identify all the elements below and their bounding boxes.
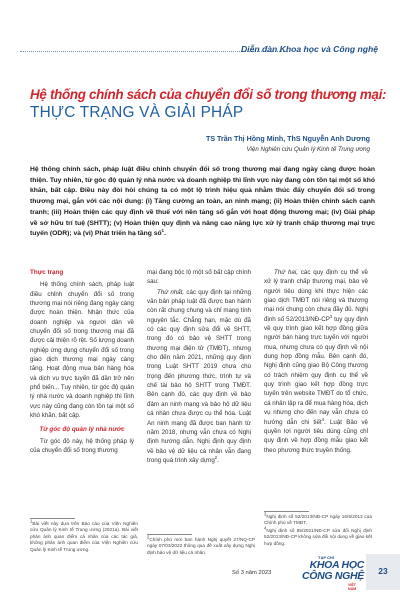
footnote-mark: 4 — [264, 525, 267, 531]
paragraph: Hệ thống chính sách, pháp luật điều chỉnh chuyển đổi số trong thương mại nói riêng đang ngày càng được hoàn thiện. Nhận thức của doanh nghiệp và người dân về chuyển đổi số trong thương mại đã được cải thiện rõ rệt. Số lượng doanh nghiệp ứng dụng chuyển đổi số trong giao dịch thương mại ngày càng tăng. Hoạt động mua bán hàng hóa và dịch vụ trực tuyến đã dần trở nên phổ biến... Tuy nhiên, từ góc độ quản lý nhà nước và doanh nghiệp thì lĩnh vực này cũng đang còn tồn tại một số khó khăn, bất cập. — [30, 281, 134, 420]
logo-line-1: KHOA HỌC — [309, 559, 364, 571]
footnote-mark: 2 — [147, 534, 150, 540]
footnote-mark: 3 — [264, 511, 267, 517]
logo-line-2: CÔNG NGHỆ — [301, 570, 364, 582]
footnote — [30, 518, 138, 553]
footnote-ref: 1 — [161, 227, 164, 233]
article-subtitle: THỰC TRẠNG VÀ GIẢI PHÁP — [30, 104, 244, 121]
paragraph — [147, 288, 251, 466]
paragraph: mại đang bộc lộ một số bất cập chính sau: — [147, 269, 251, 286]
footnote-text: Bài viết này dựa trên Báo cáo của Viện Nghiên cứu Quản lý Kinh tế Trung ương (2021a). Bài viết phản ánh quan điểm cá nhân của các tác giả, không phản ánh quan điểm của Viện Nghiên cứu Quản lý Kinh tế Trung ương. — [30, 521, 138, 552]
column-2 — [147, 268, 251, 466]
section-heading: Thực trạng — [30, 269, 64, 276]
article-abstract — [30, 165, 375, 240]
paragraph-text: . Luật Bảo vệ quyền lợi người tiêu dùng cũng chỉ quy định về hợp đồng mẫu giao kết theo phương thức truyền thống. — [264, 418, 369, 454]
footnote-ref: 2 — [214, 454, 218, 460]
author-affiliation: Viện Nghiên cứu Quản lý Kinh tế Trung ương — [246, 146, 370, 153]
paragraph-lead: Thứ nhất, — [157, 288, 185, 296]
paragraph — [264, 268, 368, 455]
logo-small-text: TẠP CHÍ — [318, 555, 334, 560]
logo-country: VIỆT NAM — [348, 583, 357, 591]
footnote-ref: 4 — [321, 416, 325, 422]
paragraph-text: các quy định cụ thể về xử lý tranh chấp thương mại, bảo vệ người tiêu dùng khi thực hiện các giao dịch TMĐT nói riêng và thương mại nói chung còn chưa đầy đủ. Nghị định số 52/2013/NĐ-CP — [264, 269, 368, 323]
column-1 — [30, 268, 134, 457]
article-title: Hệ thống chính sách của chuyển đổi số trong thương mại: — [30, 87, 387, 102]
paragraph-text: các quy định tại những văn bản pháp luật đã được ban hành còn rất chung chung và chỉ mang tính nguyên tắc. Chẳng hạn, mặc dù đã có các quy định sửa đổi về SHTT, trong đó có bảo vệ SHTT trong thương mại điện tử (TMĐT), nhưng cho đến năm 2021, những quy định trong Luật SHTT 2019 chưa chú trọng đến phương thức, trình tự và chế tài bảo hộ SHTT trong TMĐT. Bên cạnh đó, các quy định về bảo đảm an ninh mạng và bảo hộ dữ liệu cá nhân chưa được cụ thể hóa. Luật An ninh mạng đã được ban hành từ năm 2018, nhưng vẫn chưa có Nghị định hướng dẫn. Nghị định quy định về bảo vệ dữ liệu cá nhân vẫn đang trong quá trình xây dựng — [147, 288, 252, 464]
footnote — [264, 511, 372, 527]
footnote-text: Nghị định số 52/2013/NĐ-CP ngày 16/5/2013 của Chính phủ về TMĐT. — [264, 514, 372, 526]
page-header — [0, 44, 400, 58]
paragraph-lead: Thứ hai, — [274, 269, 298, 276]
column-3 — [264, 268, 368, 456]
page-number: 23 — [378, 566, 388, 576]
footnote-mark: 1 — [30, 518, 33, 524]
issue-label: Số 3 năm 2023 — [232, 570, 272, 576]
footnote-rule — [264, 511, 309, 512]
section-name: Diễn đàn Khoa học và Công nghệ — [240, 44, 378, 54]
paragraph-period: . — [217, 456, 219, 464]
footnote — [264, 525, 372, 547]
footnote-ref: 3 — [329, 313, 333, 319]
magazine-logo — [296, 553, 364, 589]
footnote — [147, 534, 255, 556]
paragraph: Từ góc độ này, hệ thống pháp lý của chuyển đổi số trong thương — [30, 437, 134, 455]
abstract-period: . — [163, 230, 166, 238]
abstract-text: Hệ thống chính sách, pháp luật điều chỉnh chuyển đổi số trong thương mại đang ngày càng được hoàn thiện. Tuy nhiên, từ góc độ quản lý nhà nước và doanh nghiệp thì lĩnh vực này đang còn tồn tại một số khó khăn, bất cập. Điều này đòi hỏi chúng ta có một lộ trình hiệu quả nhằm thúc đẩy chuyển đổi số trong thương mại, gắn với các nội dung: (i) Tăng cường an toàn, an ninh mạng; (ii) Hoàn thiện chính sách cạnh tranh; (iii) Hoàn thiện các quy định về thuế với nền tảng số gắn với hoạt động thương mại; (iv) Giải pháp về sở hữu trí tuệ (SHTT); (v) Hoàn thiện quy định và nâng cao năng lực xử lý tranh chấp thương mại trực tuyến (ODR); và (vi) Phát triển hạ tầng số — [30, 166, 375, 238]
article-authors: TS Trần Thị Hồng Minh, ThS Nguyễn Anh Dương — [206, 135, 370, 143]
footnote-text: Chính phủ mới ban hành Nghị quyết 27/NQ-CP ngày 07/03/2022 thông qua đề xuất xây dựng Nghị định bảo vệ dữ liệu cá nhân. — [147, 537, 255, 555]
footnote-text: Nghị định số 85/2021/NĐ-CP sửa đổi Nghị định 52/2013/NĐ-CP không sửa đổi nội dung về giao kết hợp đồng. — [264, 528, 372, 546]
paragraph-text: tuy quy định về quy trình giao kết hợp đồng giữa người bán hàng trực tuyến với người mua, nhưng chưa có quy định về nội dung hợp đồng mẫu. Bên cạnh đó, Nghị định cũng giao Bộ Công thương có trách nhiệm quy định cụ thể về quy trình giao kết hợp đồng trực tuyến trên website TMĐT do tổ chức, cá nhân lập ra để mua hàng hóa, dịch vụ nhưng cho đến nay vẫn chưa có hướng dẫn chi tiết — [264, 315, 368, 426]
footnote-rule — [30, 518, 75, 519]
footnote-rule — [147, 534, 192, 535]
subsection-heading: Từ góc độ quản lý nhà nước — [39, 425, 125, 433]
page-number-box — [366, 554, 400, 590]
